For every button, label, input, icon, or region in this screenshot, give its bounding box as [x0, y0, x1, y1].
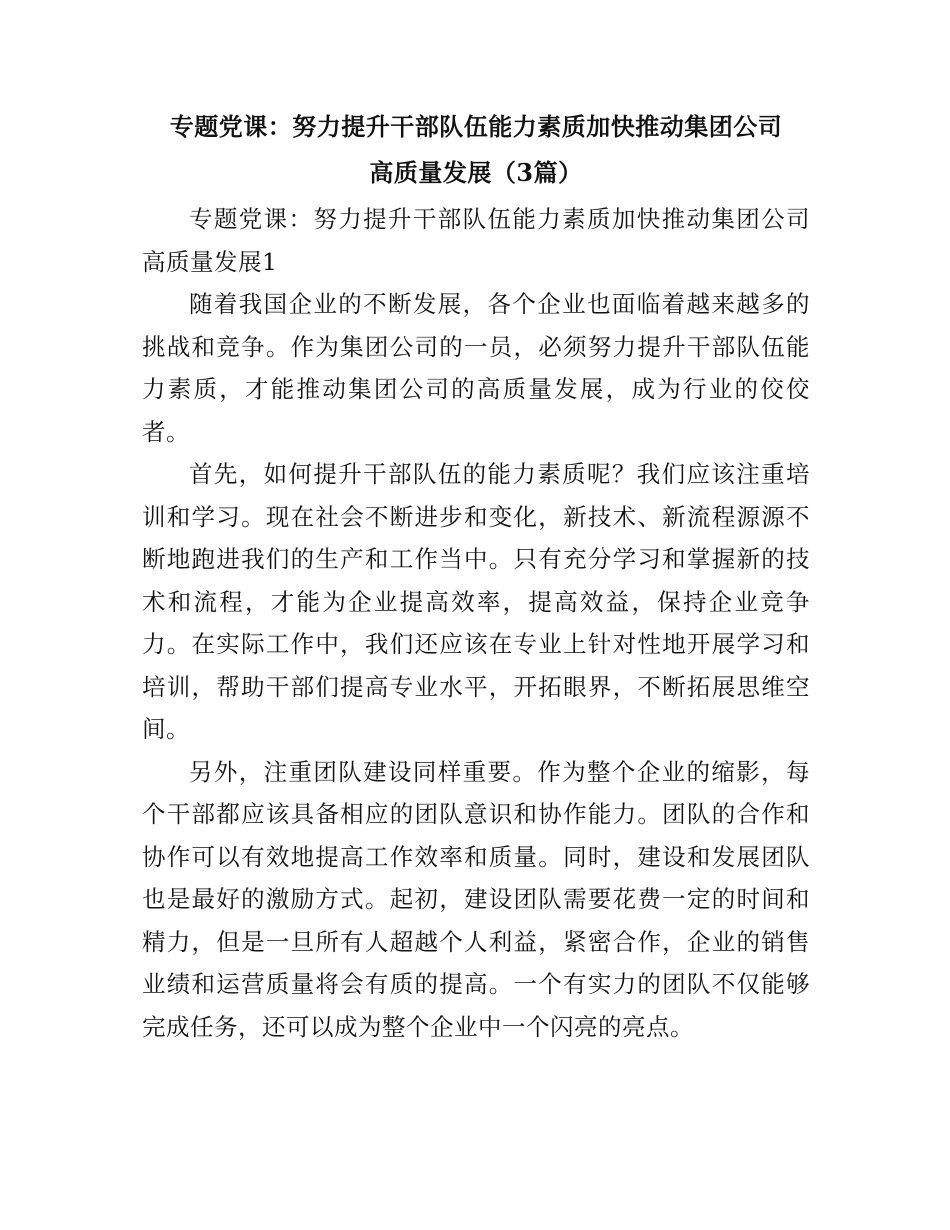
paragraph-1: 随着我国企业的不断发展，各个企业也面临着越来越多的挑战和竞争。作为集团公司的一员，必须努力提升干部队伍能力素质，才能推动集团公司的高质量发展，成为行业的佼佼者。 — [142, 290, 810, 446]
paragraph-3: 另外，注重团队建设同样重要。作为整个企业的缩影，每个干部都应该具备相应的团队意识和协作能力。团队的合作和协作可以有效地提高工作效率和质量。同时，建设和发展团队也是最好的激励方式。起初，建设团队需要花费一定的时间和精力，但是一旦所有人超越个人利益，紧密合作，企业的销售业绩和运营质量将会有质的提高。一个有实力的团队不仅能够完成任务，还可以成为整个企业中一个闪亮的亮点。 — [142, 757, 810, 1041]
document-body — [142, 104, 810, 1048]
paragraph-2: 首先，如何提升干部队伍的能力素质呢？我们应该注重培训和学习。现在社会不断进步和变化，新技术、新流程源源不断地跑进我们的生产和工作当中。只有充分学习和掌握新的技术和流程，才能为企业提高效率，提高效益，保持企业竞争力。在实际工作中，我们还应该在专业上针对性地开展学习和培训，帮助干部们提高专业水平，开拓眼界，不断拓展思维空间。 — [142, 460, 810, 743]
title-line-1: 专题党课：努力提升干部队伍能力素质加快推动集团公司 — [169, 112, 783, 141]
section-subtitle: 专题党课：努力提升干部队伍能力素质加快推动集团公司高质量发展1 — [142, 205, 810, 276]
title-line-2: 高质量发展（3篇） — [369, 158, 583, 187]
document-title — [142, 104, 810, 196]
